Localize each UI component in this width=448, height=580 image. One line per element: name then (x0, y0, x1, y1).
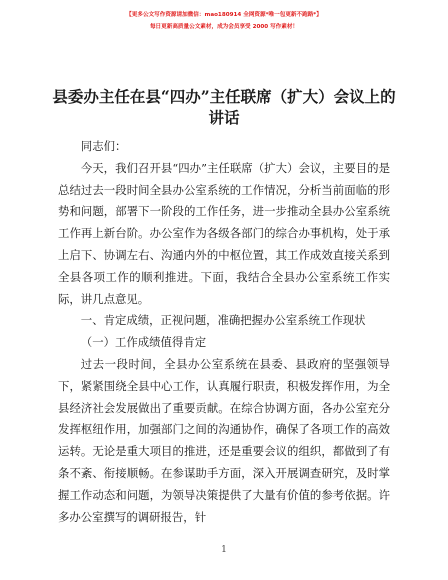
document-body (58, 136, 390, 528)
promo-banner-line-2: 每日更新高质量公文素材，成为会员享受 2000 写作素材！ (149, 24, 299, 30)
paragraph-intro: 今天，我们召开县“四办”主任联席（扩大）会议，主要目的是总结过去一段时间全县办公室系统的工作情况，分析当前面临的形势和问题，部署下一阶段的工作任务，进一步推动全县办公室系统工作再上新台阶。办公室作为各级各部门的综合办事机构，处于承上启下、协调左右、沟通内外的中枢位置，其工作成效直接关系到全县各项工作的顺利推进。下面，我结合全县办公室系统工作实际，讲几点意见。 (58, 160, 390, 306)
paragraph-achievements: 过去一段时间，全县办公室系统在县委、县政府的坚强领导下，紧紧围绕全县中心工作，认真履行职责，积极发挥作用，为全县经济社会发展做出了重要贡献。在综合协调方面，各办公室充分发挥枢纽作用，加强部门之间的沟通协作，确保了各项工作的高效运转。无论是重大项目的推进，还是重要会议的组织，都做到了有条不紊、衔接顺畅。在参谋助手方面，深入开展调查研究，及时掌握工作动态和问题，为领导决策提供了大量有价值的参考依据。许多办公室撰写的调研报告，针 (58, 356, 390, 524)
section-heading-1: 一、肯定成绩，正视问题，准确把握办公室系统工作现状 (80, 313, 366, 328)
document-title: 县委办主任在县“四办”主任联席（扩大）会议上的讲话 (52, 87, 396, 127)
page-number: 1 (221, 545, 227, 555)
subsection-heading-1: （一）工作成绩值得肯定 (80, 335, 207, 350)
promo-banner-line-1: 【更多公文写作资源请加微信：mao180914 全网资源*唯一包更新不跑路*】 (126, 12, 322, 18)
promo-banner (0, 9, 448, 33)
salutation: 同志们： (80, 139, 127, 153)
